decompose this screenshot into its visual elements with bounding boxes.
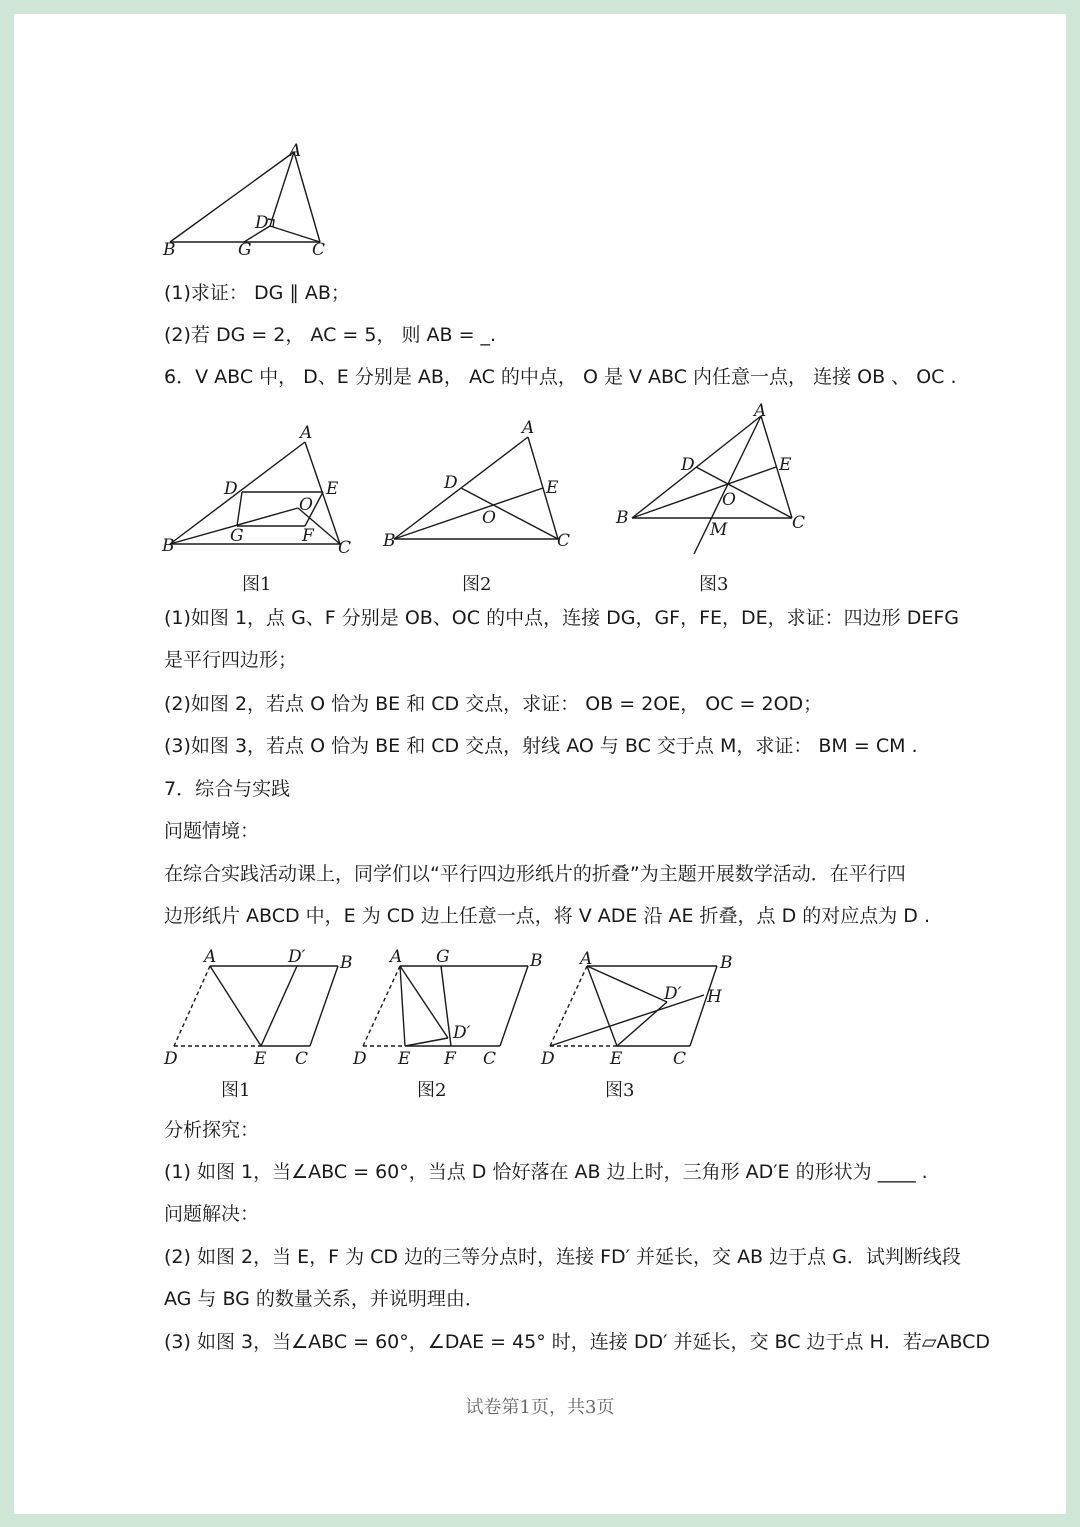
f3-label-e: E xyxy=(779,455,792,475)
f2-label-e: E xyxy=(546,478,559,498)
label-c: C xyxy=(312,240,326,260)
q6-caption-3: 图3 xyxy=(699,574,729,595)
q6-figure-3 xyxy=(610,398,810,563)
q7-figure-3 xyxy=(540,940,750,1070)
f3-label-b: B xyxy=(616,508,629,528)
label-g: G xyxy=(238,240,252,260)
q7f3-label-e: E xyxy=(610,1049,623,1069)
q7f2-label-c: C xyxy=(483,1049,497,1069)
f3-label-m: M xyxy=(710,520,728,540)
f3-label-c: C xyxy=(792,513,806,533)
q7f2-label-b: B xyxy=(530,951,543,971)
q7-part3: (3) 如图 3，当∠ABC = 60°，∠DAE = 45° 时，连接 DD′ 并延长，交 BC 边于点 H．若▱ABCD xyxy=(164,1331,991,1353)
f2-label-c: C xyxy=(557,531,571,551)
f2-label-d: D xyxy=(444,473,458,493)
q7-figure-2 xyxy=(350,940,550,1070)
f3-label-o: O xyxy=(722,490,736,510)
f1-label-b: B xyxy=(162,536,175,556)
q7f2-label-a: A xyxy=(390,947,403,967)
q7f1-label-b: B xyxy=(340,953,353,973)
q6-figure-2 xyxy=(380,415,580,555)
figure-triangle-dg xyxy=(160,140,340,260)
f3-label-d: D xyxy=(681,455,695,475)
page-footer: 试卷第1页，共3页 xyxy=(465,1397,615,1418)
q7-figure-1 xyxy=(160,940,360,1070)
f1-label-d: D xyxy=(224,479,238,499)
q6-caption-2: 图2 xyxy=(462,574,492,595)
q5-part1: (1)求证： DG ∥ AB； xyxy=(164,282,350,304)
f1-label-o: O xyxy=(299,495,313,515)
q7-caption-3: 图3 xyxy=(605,1080,635,1101)
f1-label-c: C xyxy=(338,538,352,558)
label-d: D xyxy=(255,213,269,233)
f2-label-a: A xyxy=(522,418,535,438)
q7f3-label-b: B xyxy=(720,953,733,973)
label-b: B xyxy=(163,240,176,260)
q6-part1-a: (1)如图 1，点 G、F 分别是 OB、OC 的中点，连接 DG，GF，FE，DE，求证：四边形 DEFG xyxy=(164,607,960,629)
q7-context-a: 在综合实践活动课上，同学们以“平行四边形纸片的折叠”为主题开展数学活动．在平行四 xyxy=(164,863,906,885)
q7f3-label-c: C xyxy=(673,1049,687,1069)
q7f1-label-a: A xyxy=(204,947,217,967)
q7f2-label-d: D xyxy=(353,1049,367,1069)
q6-figure-1 xyxy=(160,420,360,560)
q7f3-label-dprime: D′ xyxy=(664,984,682,1004)
q7f3-label-h: H xyxy=(707,987,722,1007)
q7-part2-a: (2) 如图 2，当 E，F 为 CD 边的三等分点时，连接 FD′ 并延长，交 AB 边于点 G．试判断线段 xyxy=(164,1246,961,1268)
q7-solve-heading: 问题解决： xyxy=(164,1203,260,1225)
label-a: A xyxy=(289,141,302,161)
q7-context-heading: 问题情境： xyxy=(164,820,260,842)
f1-label-f: F xyxy=(302,526,314,546)
q6-part1-b: 是平行四边形； xyxy=(164,649,298,671)
q7-part2-b: AG 与 BG 的数量关系，并说明理由． xyxy=(164,1288,484,1310)
q7-caption-1: 图1 xyxy=(221,1080,251,1101)
q6-caption-1: 图1 xyxy=(242,574,272,595)
q7f2-label-f: F xyxy=(444,1049,456,1069)
q7f1-label-dprime: D′ xyxy=(288,947,306,967)
q7-analysis-heading: 分析探究： xyxy=(164,1119,260,1141)
q7f2-label-e: E xyxy=(398,1049,411,1069)
f2-label-b: B xyxy=(383,531,396,551)
q7f3-label-a: A xyxy=(580,949,593,969)
q7f2-label-g: G xyxy=(436,947,450,967)
q7-caption-2: 图2 xyxy=(417,1080,447,1101)
q7f1-label-d: D xyxy=(164,1049,178,1069)
q7-context-b: 边形纸片 ABCD 中，E 为 CD 边上任意一点，将 V ADE 沿 AE 折叠，点 D 的对应点为 D . xyxy=(164,905,930,927)
q7f3-label-d: D xyxy=(541,1049,555,1069)
q5-part2: (2)若 DG = 2， AC = 5， 则 AB = _. xyxy=(164,324,497,346)
q6-stem: 6．V ABC 中， D、E 分别是 AB， AC 的中点， O 是 V ABC 内任意一点， 连接 OB 、 OC . xyxy=(164,366,957,388)
q6-part2: (2)如图 2，若点 O 恰为 BE 和 CD 交点，求证： OB = 2OE， OC = 2OD； xyxy=(164,693,823,715)
f1-label-e: E xyxy=(326,479,339,499)
q7-part1: (1) 如图 1，当∠ABC = 60°，当点 D 恰好落在 AB 边上时，三角形 AD′E 的形状为 ____ . xyxy=(164,1161,928,1183)
q6-part3: (3)如图 3，若点 O 恰为 BE 和 CD 交点，射线 AO 与 BC 交于点 M，求证： BM = CM . xyxy=(164,735,918,757)
q7-title: 7．综合与实践 xyxy=(164,778,291,800)
f2-label-o: O xyxy=(482,508,496,528)
q7f2-label-dprime: D′ xyxy=(453,1023,471,1043)
q7f1-label-c: C xyxy=(295,1049,309,1069)
q7f1-label-e: E xyxy=(254,1049,267,1069)
f3-label-a: A xyxy=(754,401,767,421)
f1-label-a: A xyxy=(300,423,313,443)
f1-label-g: G xyxy=(230,526,244,546)
